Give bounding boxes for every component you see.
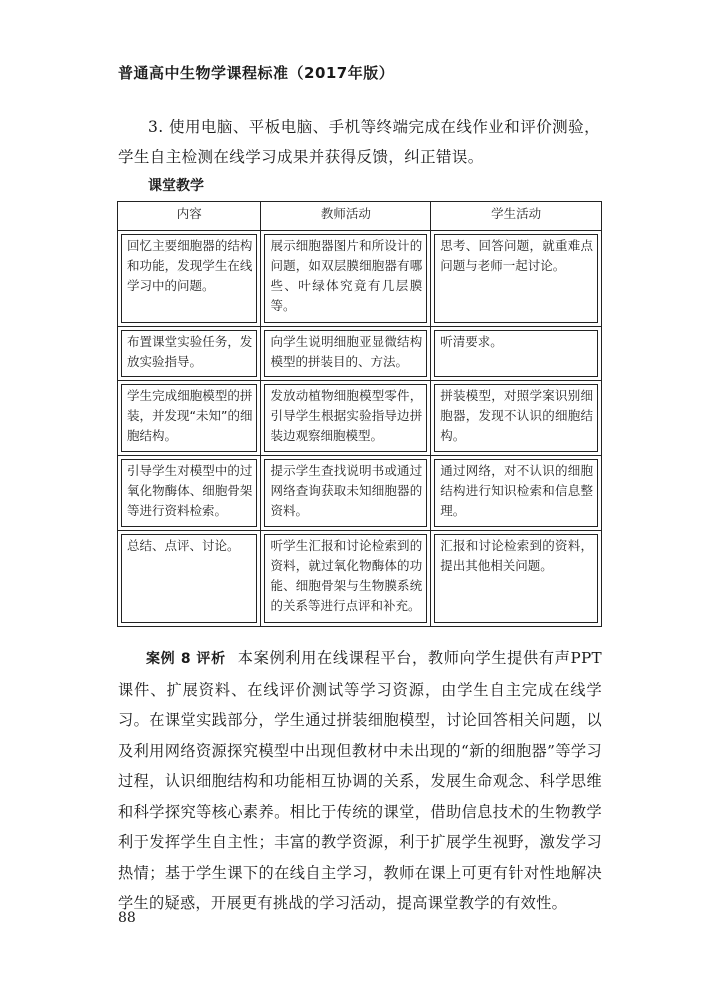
table-cell-student <box>431 531 602 627</box>
cell-text: 布置课堂实验任务，发放实验指导。 <box>121 330 257 377</box>
cell-text: 听清要求。 <box>434 330 598 377</box>
cell-text: 发放动植物细胞模型零件，引导学生根据实验指导边拼装边观察细胞模型。 <box>264 384 427 452</box>
cell-text: 拼装模型，对照学案识别细胞器，发现不认识的细胞结构。 <box>434 384 598 452</box>
table-cell-content <box>118 231 261 327</box>
cell-text: 学生完成细胞模型的拼装，并发现“未知”的细胞结构。 <box>121 384 257 452</box>
table-cell-content <box>118 531 261 627</box>
table-cell-student <box>431 327 602 381</box>
table-row <box>118 456 602 531</box>
page-number: 88 <box>118 910 136 926</box>
running-header: 普通高中生物学课程标准（2017年版） <box>118 64 395 82</box>
table-cell-teacher <box>261 531 431 627</box>
table-cell-teacher <box>261 456 431 531</box>
cell-text: 思考、回答问题，就重难点问题与老师一起讨论。 <box>434 234 598 323</box>
table-cell-student <box>431 381 602 456</box>
table-row <box>118 231 602 327</box>
table-cell-teacher <box>261 327 431 381</box>
intro-paragraph: 3. 使用电脑、平板电脑、手机等终端完成在线作业和评价测验，学生自主检测在线学习成果并获得反馈，纠正错误。 <box>118 118 600 166</box>
table-cell-content <box>118 456 261 531</box>
table-body <box>118 231 602 627</box>
cell-text: 引导学生对模型中的过氧化物酶体、细胞骨架等进行资料检索。 <box>121 459 257 527</box>
case-analysis-text: 本案例利用在线课程平台，教师向学生提供有声PPT课件、扩展资料、在线评价测试等学习资源，由学生自主完成在线学习。在课堂实践部分，学生通过拼装细胞模型，讨论回答相关问题，以及利用网络资源探究模型中出现但教材中未出现的“新的细胞器”等学习过程，认识细胞结构和功能相互协调的关系，发展生命观念、科学思维和科学探究等核心素养。相比于传统的课堂，借助信息技术的生物教学利于发挥学生自主性；丰富的教学资源，利于扩展学生视野，激发学习热情；基于学生课下的在线自主学习，教师在课上可更有针对性地解决学生的疑惑，开展更有挑战的学习活动，提高课堂教学的有效性。 <box>118 649 602 912</box>
cell-text: 通过网络，对不认识的细胞结构进行知识检索和信息整理。 <box>434 459 598 527</box>
cell-text: 向学生说明细胞亚显微结构模型的拼装目的、方法。 <box>264 330 427 377</box>
classroom-teaching-table <box>117 201 602 627</box>
cell-text: 回忆主要细胞器的结构和功能，发现学生在线学习中的问题。 <box>121 234 257 323</box>
table-cell-teacher <box>261 231 431 327</box>
table-cell-content <box>118 381 261 456</box>
header-student-activity: 学生活动 <box>431 202 602 231</box>
cell-text: 汇报和讨论检索到的资料，提出其他相关问题。 <box>434 534 598 623</box>
cell-text: 提示学生查找说明书或通过网络查询获取未知细胞器的资料。 <box>264 459 427 527</box>
table-cell-student <box>431 456 602 531</box>
table-row <box>118 531 602 627</box>
case-analysis-paragraph <box>118 643 602 919</box>
section-heading: 课堂教学 <box>148 178 204 194</box>
table-header <box>118 202 602 231</box>
case-analysis-lead: 案例 8 评析 <box>146 651 226 667</box>
cell-text: 总结、点评、讨论。 <box>121 534 257 623</box>
header-teacher-activity: 教师活动 <box>261 202 431 231</box>
table-cell-teacher <box>261 381 431 456</box>
cell-text: 展示细胞器图片和所设计的问题，如双层膜细胞器有哪些、叶绿体究竟有几层膜等。 <box>264 234 427 323</box>
table-row <box>118 327 602 381</box>
table-cell-content <box>118 327 261 381</box>
cell-text: 听学生汇报和讨论检索到的资料，就过氧化物酶体的功能、细胞骨架与生物膜系统的关系等进行点评和补充。 <box>264 534 427 623</box>
table-row <box>118 381 602 456</box>
table-cell-student <box>431 231 602 327</box>
header-content: 内容 <box>118 202 261 231</box>
table-header-row <box>118 202 602 231</box>
